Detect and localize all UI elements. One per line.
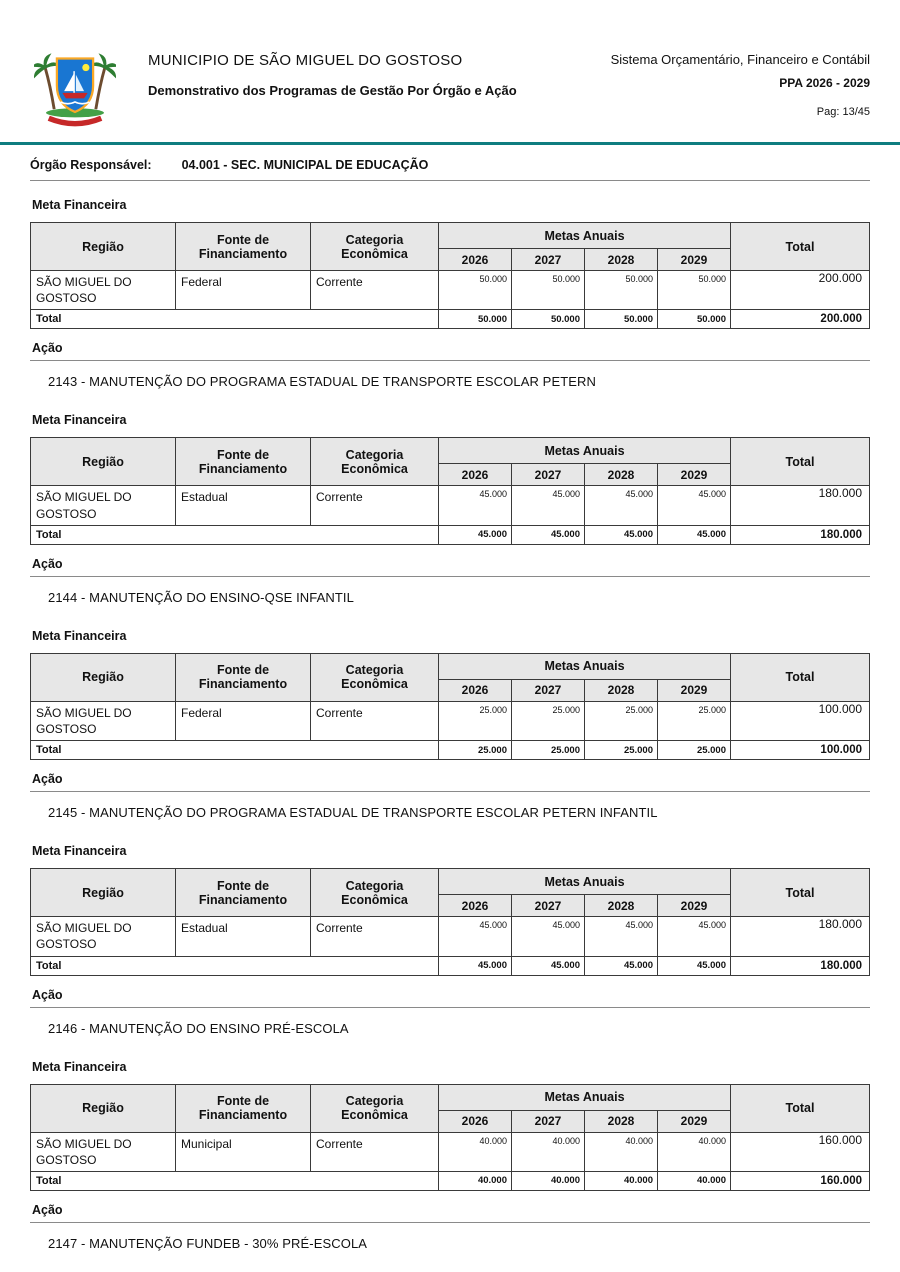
col-header-total: Total	[731, 438, 870, 486]
acao-heading: Ação	[30, 988, 870, 1008]
year-header: 2026	[439, 1110, 512, 1132]
year-header: 2026	[439, 895, 512, 917]
meta-financeira-heading: Meta Financeira	[32, 1059, 127, 1074]
year-value-cell: 50.000	[585, 271, 658, 310]
col-header-fonte: Fonte de Financiamento	[176, 653, 311, 701]
total-year-value-cell: 50.000	[658, 310, 731, 329]
row-total-cell: 200.000	[731, 271, 870, 310]
acao-heading: Ação	[30, 557, 870, 577]
table-total-row	[31, 525, 870, 544]
total-year-value-cell: 45.000	[585, 525, 658, 544]
year-header: 2028	[585, 679, 658, 701]
total-year-value-cell: 45.000	[658, 956, 731, 975]
meta-financeira-heading: Meta Financeira	[32, 413, 127, 428]
total-year-value-cell: 40.000	[585, 1171, 658, 1190]
report-header	[0, 0, 900, 130]
total-year-value-cell: 25.000	[512, 741, 585, 760]
header-right	[611, 44, 870, 118]
year-header: 2029	[658, 895, 731, 917]
acao-heading: Ação	[30, 341, 870, 361]
system-name: Sistema Orçamentário, Financeiro e Contábil	[610, 52, 870, 67]
year-value-cell: 45.000	[585, 486, 658, 525]
acao-heading: Ação	[30, 772, 870, 792]
meta-financeira-section	[30, 198, 870, 389]
year-header: 2027	[512, 1110, 585, 1132]
total-year-value-cell: 45.000	[439, 956, 512, 975]
table-total-row	[31, 741, 870, 760]
year-value-cell: 50.000	[658, 271, 731, 310]
year-header: 2026	[439, 249, 512, 271]
year-value-cell: 25.000	[512, 701, 585, 740]
ppa-period: PPA 2026 - 2029	[779, 76, 870, 90]
year-value-cell: 45.000	[512, 486, 585, 525]
grand-total-cell: 160.000	[731, 1171, 870, 1190]
col-header-categoria: Categoria Econômica	[311, 438, 439, 486]
year-value-cell: 45.000	[585, 917, 658, 956]
meta-financeira-table	[30, 437, 870, 544]
col-header-total: Total	[731, 653, 870, 701]
fonte-cell: Federal	[176, 271, 311, 310]
grand-total-cell: 100.000	[731, 741, 870, 760]
acao-heading: Ação	[30, 1203, 870, 1223]
year-header: 2028	[585, 249, 658, 271]
col-header-metas-anuais: Metas Anuais	[439, 1084, 731, 1110]
meta-financeira-heading: Meta Financeira	[32, 844, 127, 859]
col-header-fonte: Fonte de Financiamento	[176, 1084, 311, 1132]
year-value-cell: 45.000	[658, 486, 731, 525]
header-left	[148, 44, 517, 98]
year-header: 2029	[658, 1110, 731, 1132]
year-header: 2028	[585, 464, 658, 486]
meta-financeira-table	[30, 653, 870, 760]
col-header-regiao: Região	[31, 869, 176, 917]
total-row-label: Total	[31, 956, 439, 975]
sections-container	[30, 198, 870, 1251]
regiao-cell: SÃO MIGUEL DO GOSTOSO	[31, 271, 176, 310]
grand-total-cell: 200.000	[731, 310, 870, 329]
col-header-regiao: Região	[31, 438, 176, 486]
year-value-cell: 45.000	[512, 917, 585, 956]
col-header-fonte: Fonte de Financiamento	[176, 438, 311, 486]
municipality-logo-icon	[34, 44, 116, 130]
year-header: 2028	[585, 1110, 658, 1132]
total-year-value-cell: 45.000	[658, 525, 731, 544]
col-header-regiao: Região	[31, 223, 176, 271]
col-header-total: Total	[731, 223, 870, 271]
row-total-cell: 160.000	[731, 1132, 870, 1171]
col-header-categoria: Categoria Econômica	[311, 653, 439, 701]
acao-item: 2146 - MANUTENÇÃO DO ENSINO PRÉ-ESCOLA	[48, 1020, 349, 1036]
col-header-metas-anuais: Metas Anuais	[439, 653, 731, 679]
total-row-label: Total	[31, 741, 439, 760]
table-row	[31, 271, 870, 310]
organ-value: 04.001 - SEC. MUNICIPAL DE EDUCAÇÃO	[181, 158, 429, 172]
year-header: 2029	[658, 464, 731, 486]
year-value-cell: 50.000	[512, 271, 585, 310]
meta-financeira-section	[30, 413, 870, 604]
meta-financeira-table	[30, 222, 870, 329]
total-year-value-cell: 50.000	[512, 310, 585, 329]
organ-divider	[30, 180, 870, 181]
total-year-value-cell: 25.000	[658, 741, 731, 760]
row-total-cell: 180.000	[731, 917, 870, 956]
total-row-label: Total	[31, 525, 439, 544]
total-year-value-cell: 45.000	[512, 956, 585, 975]
col-header-fonte: Fonte de Financiamento	[176, 223, 311, 271]
table-row	[31, 1132, 870, 1171]
regiao-cell: SÃO MIGUEL DO GOSTOSO	[31, 917, 176, 956]
year-header: 2028	[585, 895, 658, 917]
table-total-row	[31, 1171, 870, 1190]
organ-line	[30, 158, 870, 172]
grand-total-cell: 180.000	[731, 956, 870, 975]
fonte-cell: Municipal	[176, 1132, 311, 1171]
table-row	[31, 917, 870, 956]
col-header-fonte: Fonte de Financiamento	[176, 869, 311, 917]
total-year-value-cell: 45.000	[439, 525, 512, 544]
total-row-label: Total	[31, 310, 439, 329]
total-year-value-cell: 40.000	[439, 1171, 512, 1190]
year-value-cell: 45.000	[439, 917, 512, 956]
col-header-regiao: Região	[31, 1084, 176, 1132]
meta-financeira-table	[30, 1084, 870, 1191]
meta-financeira-heading: Meta Financeira	[32, 198, 127, 212]
meta-financeira-section	[30, 629, 870, 820]
year-header: 2026	[439, 679, 512, 701]
col-header-total: Total	[731, 1084, 870, 1132]
year-header: 2029	[658, 249, 731, 271]
col-header-categoria: Categoria Econômica	[311, 1084, 439, 1132]
meta-financeira-heading: Meta Financeira	[32, 628, 127, 643]
table-total-row	[31, 310, 870, 329]
meta-financeira-section	[30, 844, 870, 1035]
report-title: Demonstrativo dos Programas de Gestão Por Órgão e Ação	[148, 83, 517, 98]
year-value-cell: 40.000	[585, 1132, 658, 1171]
acao-item: 2147 - MANUTENÇÃO FUNDEB - 30% PRÉ-ESCOLA	[48, 1235, 368, 1251]
year-header: 2027	[512, 464, 585, 486]
row-total-cell: 100.000	[731, 701, 870, 740]
acao-item: 2144 - MANUTENÇÃO DO ENSINO-QSE INFANTIL	[48, 589, 354, 605]
grand-total-cell: 180.000	[731, 525, 870, 544]
table-total-row	[31, 956, 870, 975]
year-value-cell: 25.000	[658, 701, 731, 740]
total-year-value-cell: 45.000	[585, 956, 658, 975]
regiao-cell: SÃO MIGUEL DO GOSTOSO	[31, 1132, 176, 1171]
total-year-value-cell: 50.000	[439, 310, 512, 329]
meta-financeira-section	[30, 1060, 870, 1251]
year-value-cell: 45.000	[658, 917, 731, 956]
col-header-metas-anuais: Metas Anuais	[439, 223, 731, 249]
year-header: 2027	[512, 895, 585, 917]
total-year-value-cell: 25.000	[585, 741, 658, 760]
categoria-cell: Corrente	[311, 271, 439, 310]
regiao-cell: SÃO MIGUEL DO GOSTOSO	[31, 701, 176, 740]
year-value-cell: 45.000	[439, 486, 512, 525]
total-row-label: Total	[31, 1171, 439, 1190]
col-header-metas-anuais: Metas Anuais	[439, 869, 731, 895]
fonte-cell: Federal	[176, 701, 311, 740]
col-header-regiao: Região	[31, 653, 176, 701]
categoria-cell: Corrente	[311, 701, 439, 740]
fonte-cell: Estadual	[176, 486, 311, 525]
col-header-metas-anuais: Metas Anuais	[439, 438, 731, 464]
meta-financeira-table	[30, 868, 870, 975]
year-header: 2029	[658, 679, 731, 701]
year-header: 2027	[512, 249, 585, 271]
col-header-total: Total	[731, 869, 870, 917]
table-row	[31, 486, 870, 525]
year-value-cell: 50.000	[439, 271, 512, 310]
page-number: Pag: 13/45	[816, 106, 870, 118]
year-value-cell: 40.000	[512, 1132, 585, 1171]
year-header: 2027	[512, 679, 585, 701]
acao-item: 2145 - MANUTENÇÃO DO PROGRAMA ESTADUAL DE TRANSPORTE ESCOLAR PETERN INFANTIL	[48, 805, 658, 821]
year-value-cell: 25.000	[585, 701, 658, 740]
year-value-cell: 25.000	[439, 701, 512, 740]
col-header-categoria: Categoria Econômica	[311, 869, 439, 917]
year-value-cell: 40.000	[658, 1132, 731, 1171]
categoria-cell: Corrente	[311, 917, 439, 956]
row-total-cell: 180.000	[731, 486, 870, 525]
organ-label: Órgão Responsável:	[30, 158, 152, 172]
categoria-cell: Corrente	[311, 486, 439, 525]
year-header: 2026	[439, 464, 512, 486]
total-year-value-cell: 40.000	[658, 1171, 731, 1190]
acao-item: 2143 - MANUTENÇÃO DO PROGRAMA ESTADUAL DE TRANSPORTE ESCOLAR PETERN	[48, 374, 597, 390]
total-year-value-cell: 40.000	[512, 1171, 585, 1190]
total-year-value-cell: 45.000	[512, 525, 585, 544]
year-value-cell: 40.000	[439, 1132, 512, 1171]
total-year-value-cell: 50.000	[585, 310, 658, 329]
municipality-name: MUNICIPIO DE SÃO MIGUEL DO GOSTOSO	[148, 52, 463, 69]
header-divider	[0, 142, 900, 145]
fonte-cell: Estadual	[176, 917, 311, 956]
total-year-value-cell: 25.000	[439, 741, 512, 760]
categoria-cell: Corrente	[311, 1132, 439, 1171]
col-header-categoria: Categoria Econômica	[311, 223, 439, 271]
table-row	[31, 701, 870, 740]
regiao-cell: SÃO MIGUEL DO GOSTOSO	[31, 486, 176, 525]
